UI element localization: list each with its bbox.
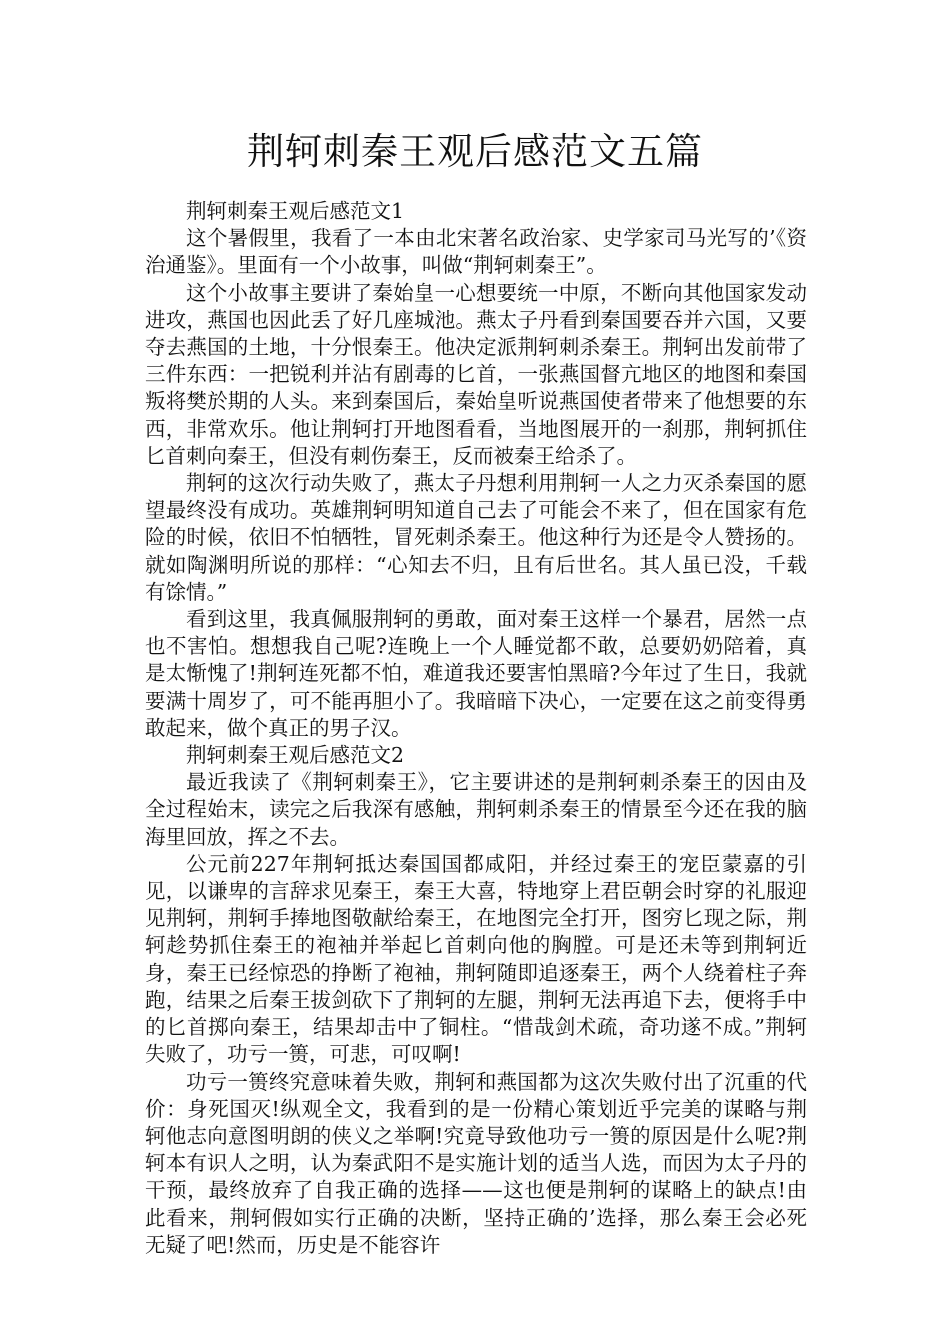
document-title: 荆轲刺秦王观后感范文五篇 bbox=[247, 130, 703, 173]
paragraph: 这个暑假里，我看了一本由北宋著名政治家、史学家司马光写的’《资治通鉴》。里面有一个小故事，叫做“荆轲刺秦王”。 bbox=[145, 226, 807, 278]
paragraph: 功亏一篑终究意味着失败，荆轲和燕国都为这次失败付出了沉重的代价：身死国灭!纵观全文，我看到的是一份精心策划近乎完美的谋略与荆轲他志向意图明朗的侠义之举啊!究竟导致他功亏一篑的原因是什么呢?荆轲本有识人之明，认为秦武阳不是实施计划的适当人选，而因为太子丹的干预，最终放弃了自我正确的选择——这也便是荆轲的谋略上的缺点!由此看来，荆轲假如实行正确的决断，坚持正确的’选择，那么秦王会必死无疑了吧!然而，历史是不能容许 bbox=[145, 1069, 807, 1257]
paragraph: 公元前227年荆轲抵达秦国国都咸阳，并经过秦王的宠臣蒙嘉的引见，以谦卑的言辞求见秦王，秦王大喜，特地穿上君臣朝会时穿的礼服迎见荆轲，荆轲手捧地图敬献给秦王，在地图完全打开，图穷匕现之际，荆轲趁势抓住秦王的袍袖并举起匕首刺向他的胸膛。可是还未等到荆轲近身，秦王已经惊恐的挣断了袍袖，荆轲随即追逐秦王，两个人绕着柱子奔跑，结果之后秦王拔剑砍下了荆轲的左腿，荆轲无法再追下去，便将手中的匕首掷向秦王，结果却击中了铜柱。“惜哉剑术疏，奇功遂不成。”荆轲失败了，功亏一篑，可悲，可叹啊! bbox=[145, 851, 807, 1067]
paragraph-heading-1: 荆轲刺秦王观后感范文1 bbox=[186, 199, 405, 223]
paragraph: 最近我读了《荆轲刺秦王》，它主要讲述的是荆轲刺杀秦王的因由及全过程始末，读完之后我深有感触，荆轲刺杀秦王的情景至今还在我的脑海里回放，挥之不去。 bbox=[145, 770, 807, 849]
paragraph: 这个小故事主要讲了秦始皇一心想要统一中原，不断向其他国家发动进攻，燕国也因此丢了好几座城池。燕太子丹看到秦国要吞并六国，又要夺去燕国的土地，十分恨秦王。他决定派荆轲刺杀秦王。荆轲出发前带了三件东西：一把锐利并沾有剧毒的匕首，一张燕国督亢地区的地图和秦国叛将樊於期的人头。来到秦国后，秦始皇听说燕国使者带来了他想要的东西，非常欢乐。他让荆轲打开地图看看，当地图展开的一刹那，荆轲抓住匕首刺向秦王，但没有刺伤秦王，反而被秦王给杀了。 bbox=[145, 280, 807, 468]
paragraph: 荆轲的这次行动失败了，燕太子丹想利用荆轲一人之力灭杀秦国的愿望最终没有成功。英雄荆轲明知道自己去了可能会不来了，但在国家有危险的时候，依旧不怕牺牲，冒死刺杀秦王。他这种行为还是令人赞扬的。就如陶渊明所说的那样：“心知去不归，且有后世名。其人虽已没，千载有馀情。” bbox=[145, 471, 807, 604]
paragraph: 看到这里，我真佩服荆轲的勇敢，面对秦王这样一个暴君，居然一点也不害怕。想想我自己呢?连晚上一个人睡觉都不敢，总要奶奶陪着，真是太惭愧了!荆轲连死都不怕，难道我还要害怕黑暗?今年过了生日，我就要满十周岁了，可不能再胆小了。我暗暗下决心，一定要在这之前变得勇敢起来，做个真正的男子汉。 bbox=[145, 607, 807, 740]
document-body bbox=[145, 198, 807, 1259]
paragraph-heading-2: 荆轲刺秦王观后感范文2 bbox=[186, 743, 405, 768]
